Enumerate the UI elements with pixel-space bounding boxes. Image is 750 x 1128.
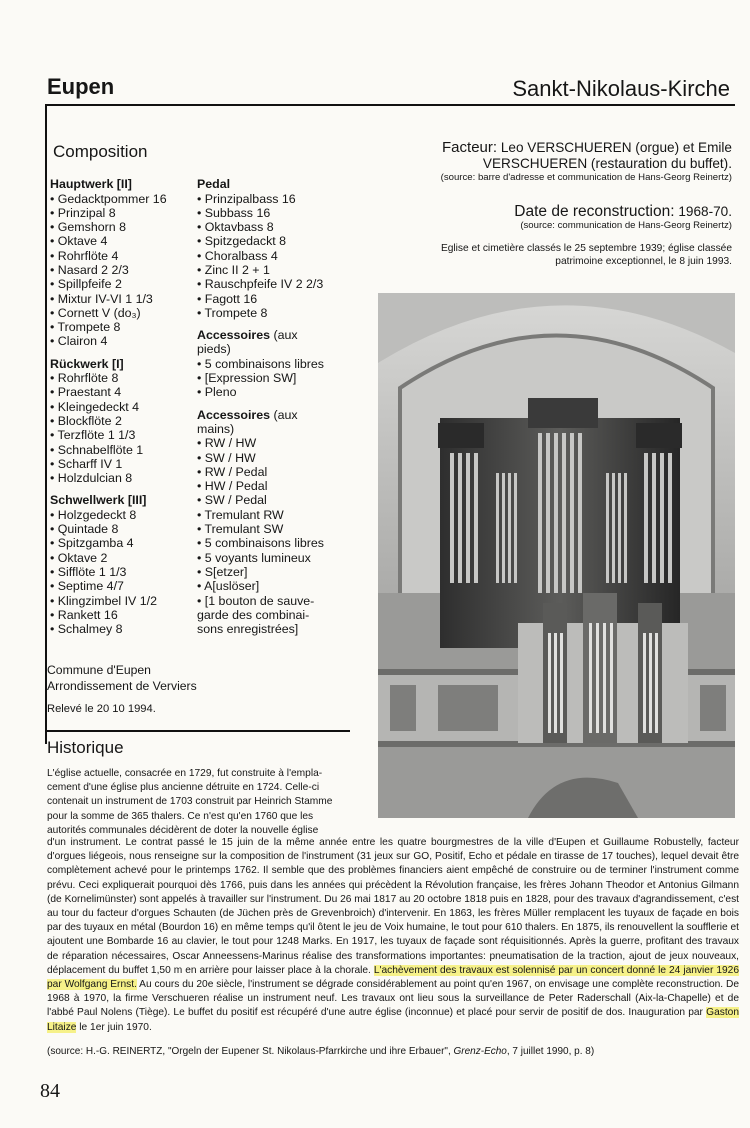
organ-photo bbox=[378, 293, 735, 818]
list-item: • 5 combinaisons libres bbox=[197, 356, 324, 371]
reconstruction-block bbox=[352, 204, 732, 232]
historique-body: d'un instrument. Le contrat passé le 15 juin de la même année entre les quatre bourgmestres de la ville d'Eupen et Guillaume Robustelly, facteur d'orgues liégeois, nous renseigne sur la composition de l'instrument (31 jeux sur GO, Positif, Echo et pédale en tirasse de 17 touches), lequel devait être complètement achevé pour le printemps 1762. Il semble que des problèmes financiers aient empêché de construire ou de terminer l'instrument comme prévu. Ceci expliquerait pourquoi dès 1766, puis dans les années qui précèdent la Révolution française, les frères Johann Theodor et Antonius Gilmann (de Kornelimünster) sont appelés à travailler sur l'instrument. Du 26 mai 1817 au 20 octobre 1818 puis en 1828, pour des travaux d'agrandissement, c'est au tour du facteur d'orgues Schauten (de Jüchen près de Grevenbroich) d'intervenir. En 1863, les frères Müller remplacent les tuyaux de façade en bois par des tuyaux en métal (Bourdon 16) en même temps qu'il ôtent le jeu de Voix humaine, le tout pour 610 thalers. En 1875, ils renouvellent la soufflerie et ajoutent une Bombarde 16 au clavier, le tout pour 1248 Marks. En 1917, les tuyaux de façade sont réquisitionnés. Après la guerre, profitant des travaux de réparation nécessaires, Oscar Anneessens-Marinus réalise des transformations importantes: pneumatisation de la traction, ajout de jeux nouveaux, déplacement du buffet 1,50 m en arrière pour laisser place à la chorale. L'achèvement des travaux est solennisé par un concert donné le 24 janvier 1926 par Wolfgang Ernst. Au cours du 20e siècle, l'instrument se dégrade considérablement au point qu'en 1967, on envisage une complète reconstruction. De 1968 à 1970, la firme Verschueren réalise un instrument neuf. Les travaux ont lieu sous la surveillance de Peter Raderschall (Aix-la-Chapelle) et de l'abbé Paul Nolens (Tiège). Le buffet du positif est récupéré d'une autre église (inconnue) et placé pour servir de positif de dos. Inauguration par Gaston Litaize le 1er juin 1970. bbox=[47, 837, 739, 1033]
accessoires-mains-title-line2: mains) bbox=[197, 421, 235, 436]
list-item: • Gedacktpommer 16 bbox=[50, 191, 167, 206]
list-item: • Spitzgedackt 8 bbox=[197, 234, 287, 249]
list-item: • Oktave 4 bbox=[50, 234, 108, 249]
list-item: • RW / Pedal bbox=[197, 464, 268, 479]
highlight-concert: L'achèvement des travaux est solennisé par un concert donné le 24 janvier 1926 par Wolfgang Ernst. bbox=[47, 964, 739, 991]
header-title-eupen: Eupen bbox=[47, 74, 115, 99]
list-item: • Rohrflöte 4 bbox=[50, 248, 119, 263]
list-item: • Schnabelflöte 1 bbox=[50, 442, 144, 457]
schwellwerk-title: Schwellwerk [III] bbox=[50, 493, 147, 508]
ruckwerk-list bbox=[50, 371, 200, 485]
list-item: • A[uslöser] bbox=[197, 579, 260, 594]
list-item: • Fagott 16 bbox=[197, 291, 258, 306]
accessoires-pieds-title-line2: pieds) bbox=[197, 342, 231, 357]
organ-illustration bbox=[378, 293, 735, 818]
list-item: • Choralbass 4 bbox=[197, 248, 278, 263]
list-item: • Schalmey 8 bbox=[50, 622, 123, 637]
list-item: • [1 bouton de sauve- bbox=[197, 593, 315, 608]
facteur-line1: Facteur: Leo VERSCHUEREN (orgue) et Emile bbox=[442, 139, 732, 156]
historique-title: Historique bbox=[47, 738, 124, 757]
list-item: • 5 combinaisons libres bbox=[197, 536, 324, 551]
pedal-title: Pedal bbox=[197, 177, 231, 191]
list-item: contenait un instrument de 1703 construit par Heinrich Stamme bbox=[47, 796, 333, 808]
list-item: • Clairon 4 bbox=[50, 334, 108, 349]
page-number: 84 bbox=[40, 1080, 60, 1102]
list-item: • Rohrflöte 8 bbox=[50, 371, 119, 386]
list-item: garde des combinai- bbox=[197, 607, 310, 622]
reconstruction-date: Date de reconstruction: 1968-70. bbox=[514, 203, 732, 220]
list-item: • HW / Pedal bbox=[197, 479, 268, 494]
list-item: • Terzflöte 1 1/3 bbox=[50, 428, 136, 443]
list-item: • Pleno bbox=[197, 385, 237, 400]
list-item: • Trompete 8 bbox=[50, 320, 121, 335]
list-item: • Gemshorn 8 bbox=[50, 220, 126, 235]
header-rule bbox=[45, 104, 735, 106]
list-item: pour la somme de 365 thalers. Ce n'est qu'en 1760 que les bbox=[47, 810, 314, 822]
classement-line2: patrimoine exceptionnel, le 8 juin 1993. bbox=[555, 256, 732, 267]
composition-column-manuals bbox=[50, 177, 200, 636]
list-item: • Trompete 8 bbox=[197, 305, 268, 320]
commune-name: Commune d'Eupen bbox=[47, 663, 151, 677]
list-item: • Quintade 8 bbox=[50, 522, 119, 537]
list-item: • Holzgedeckt 8 bbox=[50, 507, 137, 522]
list-item: • Scharff IV 1 bbox=[50, 456, 123, 471]
hauptwerk-title: Hauptwerk [II] bbox=[50, 177, 132, 191]
list-item: • Sifflöte 1 1/3 bbox=[50, 564, 127, 579]
commune-block bbox=[47, 662, 197, 694]
list-item: • Nasard 2 2/3 bbox=[50, 262, 129, 277]
accessoires-mains-list bbox=[197, 436, 372, 636]
list-item: • Praestant 4 bbox=[50, 385, 122, 400]
arrondissement: Arrondissement de Verviers bbox=[47, 679, 197, 693]
facteur-source: (source: barre d'adresse et communication de Hans-Georg Reinertz) bbox=[440, 172, 732, 183]
left-vertical-rule bbox=[45, 104, 47, 744]
schwellwerk-list bbox=[50, 508, 200, 637]
list-item: • Prinzipalbass 16 bbox=[197, 191, 296, 206]
releve-date: Relevé le 20 10 1994. bbox=[47, 703, 156, 715]
list-item: • Rankett 16 bbox=[50, 607, 118, 622]
list-item: • Mixtur IV-VI 1 1/3 bbox=[50, 291, 153, 306]
list-item: • Oktavbass 8 bbox=[197, 220, 274, 235]
hauptwerk-list bbox=[50, 192, 200, 349]
list-item: • Tremulant RW bbox=[197, 507, 284, 522]
accessoires-mains-title: Accessoires (aux bbox=[197, 407, 298, 422]
list-item: • SW / Pedal bbox=[197, 493, 267, 508]
list-item: • Prinzipal 8 bbox=[50, 205, 116, 220]
reconstruction-source: (source: communication de Hans-Georg Reinertz) bbox=[520, 220, 732, 231]
classement-line1: Eglise et cimetière classés le 25 septembre 1939; église classée bbox=[440, 243, 732, 254]
facteur-block bbox=[352, 140, 732, 184]
list-item: • Septime 4/7 bbox=[50, 579, 124, 594]
composition-title: Composition bbox=[53, 142, 148, 161]
list-item: • Subbass 16 bbox=[197, 205, 271, 220]
list-item: • Oktave 2 bbox=[50, 550, 108, 565]
list-item: autorités communales décidèrent de doter la nouvelle église bbox=[47, 824, 319, 836]
list-item: • Blockflöte 2 bbox=[50, 413, 122, 428]
list-item: • Rauschpfeife IV 2 2/3 bbox=[197, 277, 324, 292]
historique-rule bbox=[45, 730, 350, 732]
pedal-list bbox=[197, 192, 372, 321]
list-item: cement d'une église plus ancienne détruite en 1724. Celle-ci bbox=[47, 782, 320, 794]
accessoires-pieds-title: Accessoires (aux bbox=[197, 328, 298, 343]
list-item: • 5 voyants lumineux bbox=[197, 550, 311, 565]
list-item: L'église actuelle, consacrée en 1729, fut construite à l'empla- bbox=[47, 768, 323, 779]
list-item: • Tremulant SW bbox=[197, 522, 284, 537]
list-item: • Holzdulcian 8 bbox=[50, 471, 133, 486]
header-title-church: Sankt-Nikolaus-Kirche bbox=[512, 76, 730, 101]
facteur-line2: VERSCHUEREN (restauration du buffet). bbox=[482, 156, 732, 171]
list-item: • Zinc II 2 + 1 bbox=[197, 262, 270, 277]
list-item: • [Expression SW] bbox=[197, 371, 297, 386]
ruckwerk-title: Rückwerk [I] bbox=[50, 356, 124, 371]
list-item: • Spitzgamba 4 bbox=[50, 536, 134, 551]
list-item: • SW / HW bbox=[197, 450, 256, 465]
composition-column-pedal bbox=[197, 177, 372, 636]
list-item: • Kleingedeckt 4 bbox=[50, 399, 140, 414]
list-item: • Klingzimbel IV 1/2 bbox=[50, 593, 157, 608]
historique-source: (source: H.-G. REINERTZ, "Orgeln der Eupener St. Nikolaus-Pfarrkirche und ihre Erbauer", Grenz-Echo, 7 juillet 1990, p. 8) bbox=[47, 1046, 595, 1057]
historique-intro bbox=[47, 767, 365, 838]
list-item: • S[etzer] bbox=[197, 564, 248, 579]
classement-note bbox=[402, 242, 732, 268]
accessoires-pieds-list bbox=[197, 357, 372, 400]
list-item: sons enregistrées] bbox=[197, 622, 299, 637]
list-item: • RW / HW bbox=[197, 436, 257, 451]
list-item: • Spillpfeife 2 bbox=[50, 277, 122, 292]
list-item: • Cornett V (do₃) bbox=[50, 305, 141, 320]
highlight-litaize: Gaston Litaize bbox=[47, 1007, 739, 1033]
